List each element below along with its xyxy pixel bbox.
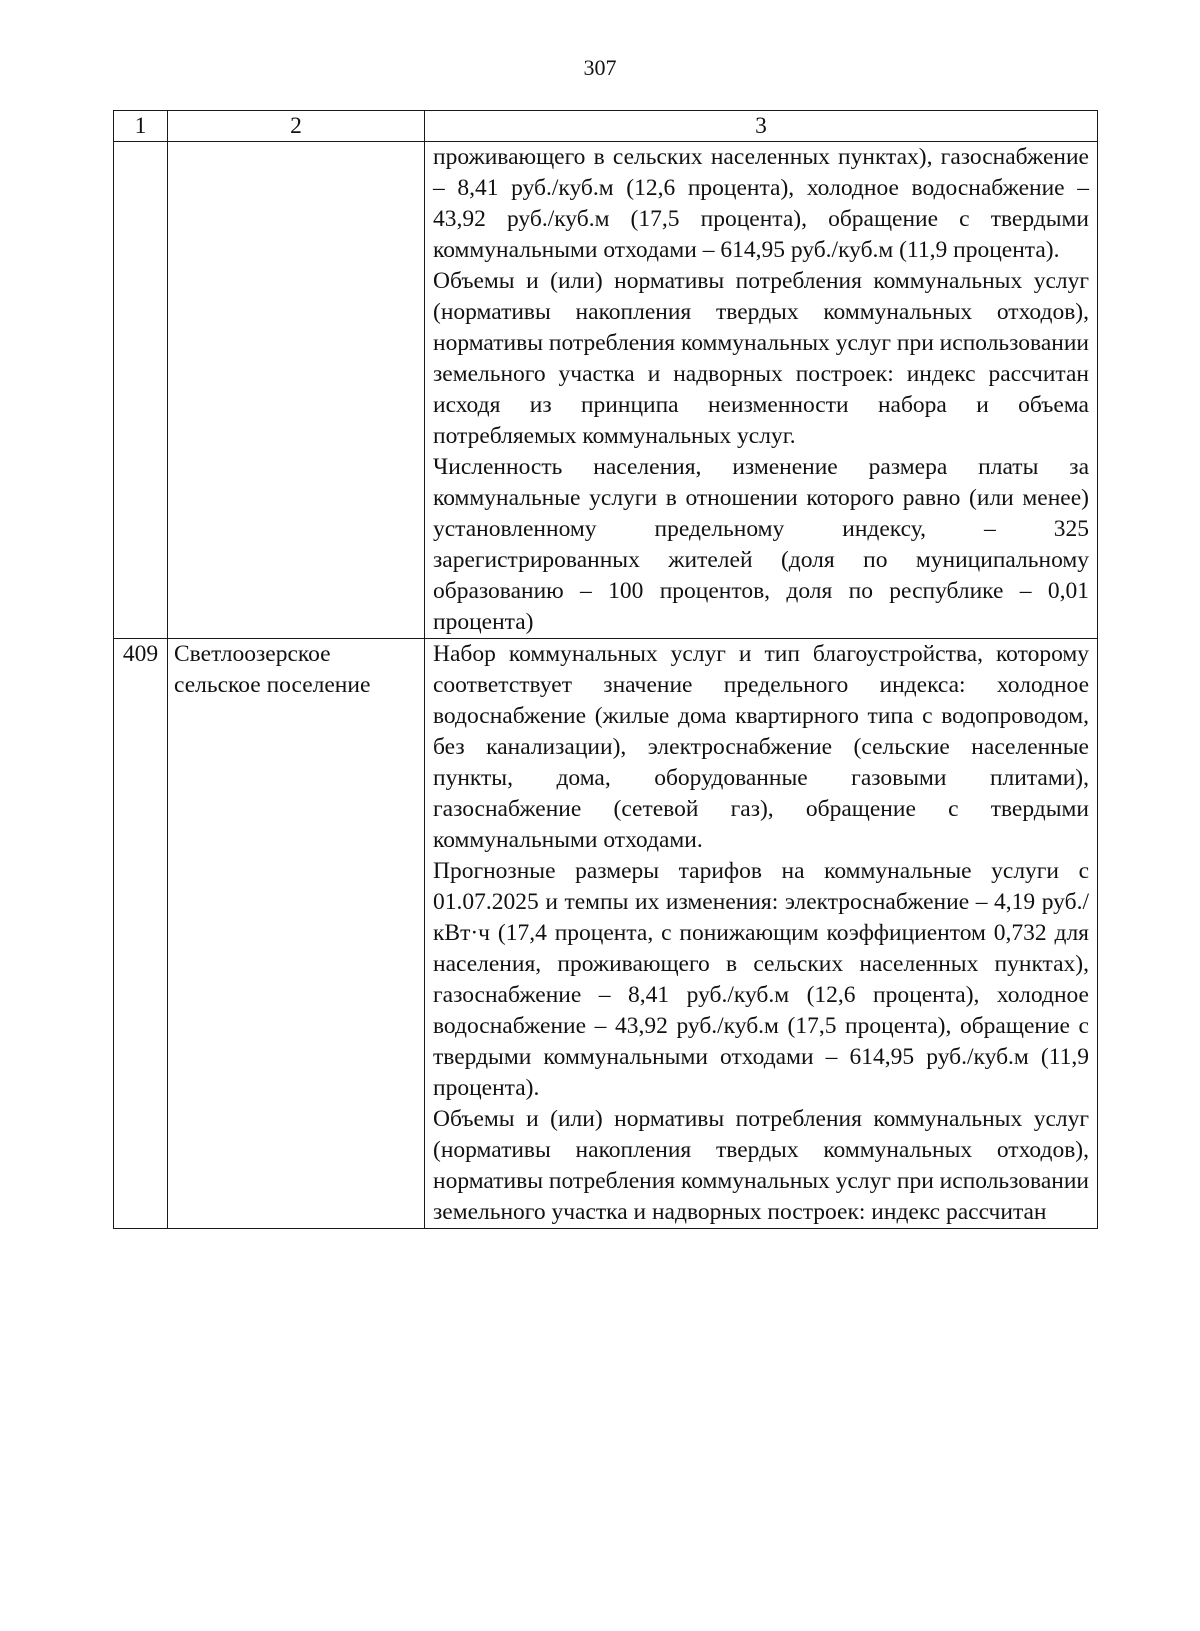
description-cell [425, 142, 1098, 639]
municipal-index-table [113, 110, 1098, 1229]
description-paragraph: проживающего в сельских населенных пунктах), газоснабжение – 8,41 руб./куб.м (12,6 процента), холодное водоснабжение – 43,92 руб./куб.м (17,5 процента), обращение с твердыми коммунальными отходами – 614,95 руб./куб.м (11,9 процента). [433, 144, 1089, 263]
municipality-name [168, 142, 425, 639]
table-row [114, 639, 1098, 1229]
description-paragraph: Прогнозные размеры тарифов на коммунальные услуги с 01.07.2025 и темпы их изменения: электроснабжение – 4,19 руб./кВт·ч (17,4 процента, с понижающим коэффициентом 0,732 для населения, проживающего в сельских населенных пунктах), газоснабжение – 8,41 руб./куб.м (12,6 процента), холодное водоснабжение – 43,92 руб./куб.м (17,5 процента), обращение с твердыми коммунальными отходами – 614,95 руб./куб.м (11,9 процента). [433, 858, 1089, 1101]
table-header-row [114, 111, 1098, 142]
page-number: 307 [583, 55, 617, 80]
column-header-number: 1 [114, 111, 168, 142]
description-paragraph: Набор коммунальных услуг и тип благоустройства, которому соответствует значение предельного индекса: холодное водоснабжение (жилые дома квартирного типа с водопроводом, без канализации), электроснабжение (сельские населенные пункты, дома, оборудованные газовыми плитами), газоснабжение (сетевой газ), обращение с твердыми коммунальными отходами. [433, 641, 1089, 853]
description-paragraph: Численность населения, изменение размера платы за коммунальные услуги в отношении которого равно (или менее) установленному предельному индексу, – 325 зарегистрированных жителей (доля по муниципальному образованию – 100 процентов, доля по республике – 0,01 процента) [433, 454, 1089, 635]
description-paragraph: Объемы и (или) нормативы потребления коммунальных услуг (нормативы накопления твердых коммунальных отходов), нормативы потребления коммунальных услуг при использовании земельного участка и надворных построек: индекс рассчитан [433, 1106, 1089, 1225]
description-cell [425, 639, 1098, 1229]
column-header-municipality: 2 [168, 111, 425, 142]
table-row [114, 142, 1098, 639]
column-header-description: 3 [425, 111, 1098, 142]
description-paragraph: Объемы и (или) нормативы потребления коммунальных услуг (нормативы накопления твердых коммунальных отходов), нормативы потребления коммунальных услуг при использовании земельного участка и надворных построек: индекс рассчитан исходя из принципа неизменности набора и объема потребляемых коммунальных услуг. [433, 268, 1089, 449]
row-number: 409 [114, 639, 168, 1229]
municipality-name: Светлоозерское сельское поселение [168, 639, 425, 1229]
row-number [114, 142, 168, 639]
